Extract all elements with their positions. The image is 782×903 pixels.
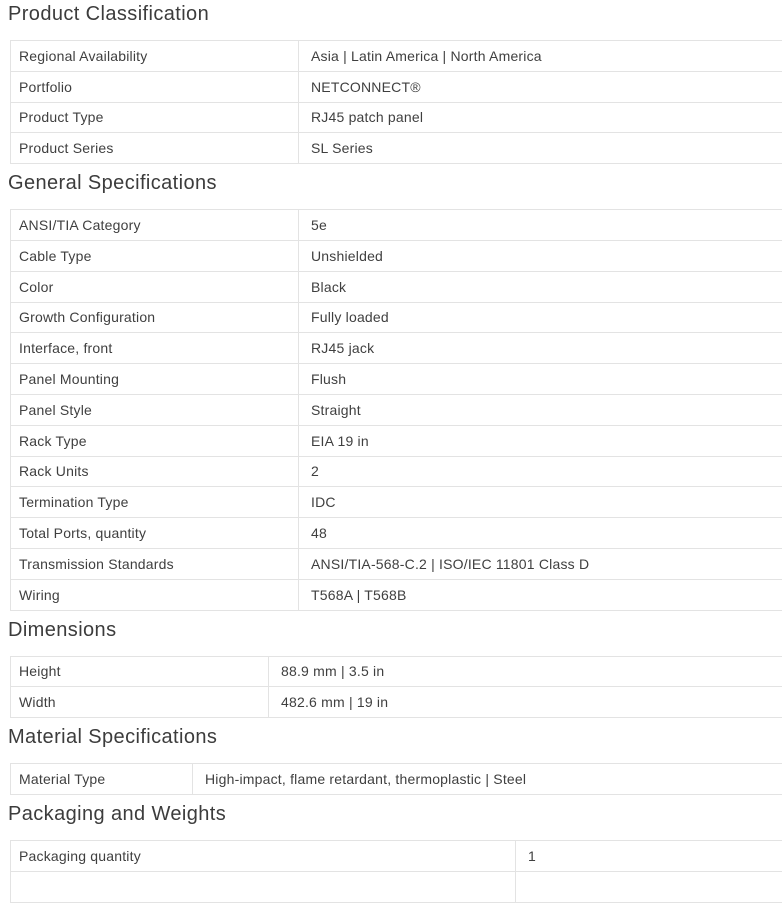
table-row <box>11 241 782 272</box>
spec-label: Panel Mounting <box>11 364 299 394</box>
spec-label <box>11 872 516 902</box>
table-row <box>11 103 782 134</box>
table-row <box>11 41 782 72</box>
table-row <box>11 395 782 426</box>
spec-label: Total Ports, quantity <box>11 518 299 548</box>
spec-value: T568A | T568B <box>311 586 407 603</box>
spec-value: SL Series <box>311 140 373 157</box>
spec-label: Width <box>11 687 269 717</box>
spec-value: 5e <box>311 217 327 234</box>
spec-label: Termination Type <box>11 487 299 517</box>
table-row <box>11 457 782 488</box>
material-specifications-table <box>10 763 782 795</box>
table-row <box>11 272 782 303</box>
spec-label: Panel Style <box>11 395 299 425</box>
table-row <box>11 841 782 872</box>
spec-value: IDC <box>311 494 336 511</box>
general-specifications-table <box>10 209 782 610</box>
spec-value: ANSI/TIA-568-C.2 | ISO/IEC 11801 Class D <box>311 555 590 572</box>
spec-value <box>516 872 782 902</box>
spec-value: RJ45 jack <box>311 340 375 357</box>
table-row <box>11 580 782 611</box>
spec-value: High-impact, flame retardant, thermoplastic | Steel <box>205 771 527 788</box>
section-dimensions <box>0 616 782 719</box>
table-row <box>11 72 782 103</box>
table-row <box>11 333 782 364</box>
spec-value: Asia | Latin America | North America <box>311 47 542 64</box>
spec-value: Straight <box>311 401 361 418</box>
spec-label: ANSI/TIA Category <box>11 210 299 240</box>
spec-value: NETCONNECT® <box>311 78 421 95</box>
spec-label: Transmission Standards <box>11 549 299 579</box>
spec-label: Interface, front <box>11 333 299 363</box>
section-product-classification <box>0 0 782 164</box>
spec-label: Rack Type <box>11 426 299 456</box>
table-row <box>11 210 782 241</box>
spec-value: Fully loaded <box>311 309 389 326</box>
spec-value: Black <box>311 278 347 295</box>
dimensions-table <box>10 656 782 719</box>
spec-value: 1 <box>528 847 536 864</box>
spec-value: Unshielded <box>311 247 384 264</box>
spec-value: 48 <box>311 525 327 542</box>
table-row <box>11 657 782 688</box>
section-title: General Specifications <box>8 172 217 195</box>
section-title: Dimensions <box>8 618 117 641</box>
table-row <box>11 426 782 457</box>
product-classification-table <box>10 40 782 164</box>
spec-value: 88.9 mm | 3.5 in <box>281 663 385 680</box>
spec-label: Height <box>11 657 269 687</box>
section-material-specifications <box>0 723 782 795</box>
spec-label: Regional Availability <box>11 41 299 71</box>
spec-value: 2 <box>311 463 319 480</box>
table-row <box>11 303 782 334</box>
spec-label: Portfolio <box>11 72 299 102</box>
table-row <box>11 364 782 395</box>
spec-label: Material Type <box>11 764 193 794</box>
spec-value: Flush <box>311 371 347 388</box>
table-row-partial <box>11 872 782 903</box>
table-row <box>11 687 782 718</box>
spec-value: 482.6 mm | 19 in <box>281 694 389 711</box>
spec-label: Product Type <box>11 103 299 133</box>
section-packaging-and-weights <box>0 800 782 903</box>
section-general-specifications <box>0 169 782 610</box>
spec-label: Packaging quantity <box>11 841 516 871</box>
spec-value: EIA 19 in <box>311 432 369 449</box>
spec-label: Color <box>11 272 299 302</box>
table-row <box>11 133 782 164</box>
spec-label: Rack Units <box>11 457 299 487</box>
spec-label: Wiring <box>11 580 299 610</box>
table-row <box>11 487 782 518</box>
table-row <box>11 518 782 549</box>
spec-label: Product Series <box>11 133 299 163</box>
section-title: Material Specifications <box>8 726 218 749</box>
packaging-and-weights-table <box>10 840 782 903</box>
section-title: Product Classification <box>8 3 210 25</box>
spec-label: Cable Type <box>11 241 299 271</box>
section-title: Packaging and Weights <box>8 802 227 825</box>
spec-label: Growth Configuration <box>11 303 299 333</box>
table-row <box>11 549 782 580</box>
table-row <box>11 764 782 795</box>
spec-value: RJ45 patch panel <box>311 109 424 126</box>
